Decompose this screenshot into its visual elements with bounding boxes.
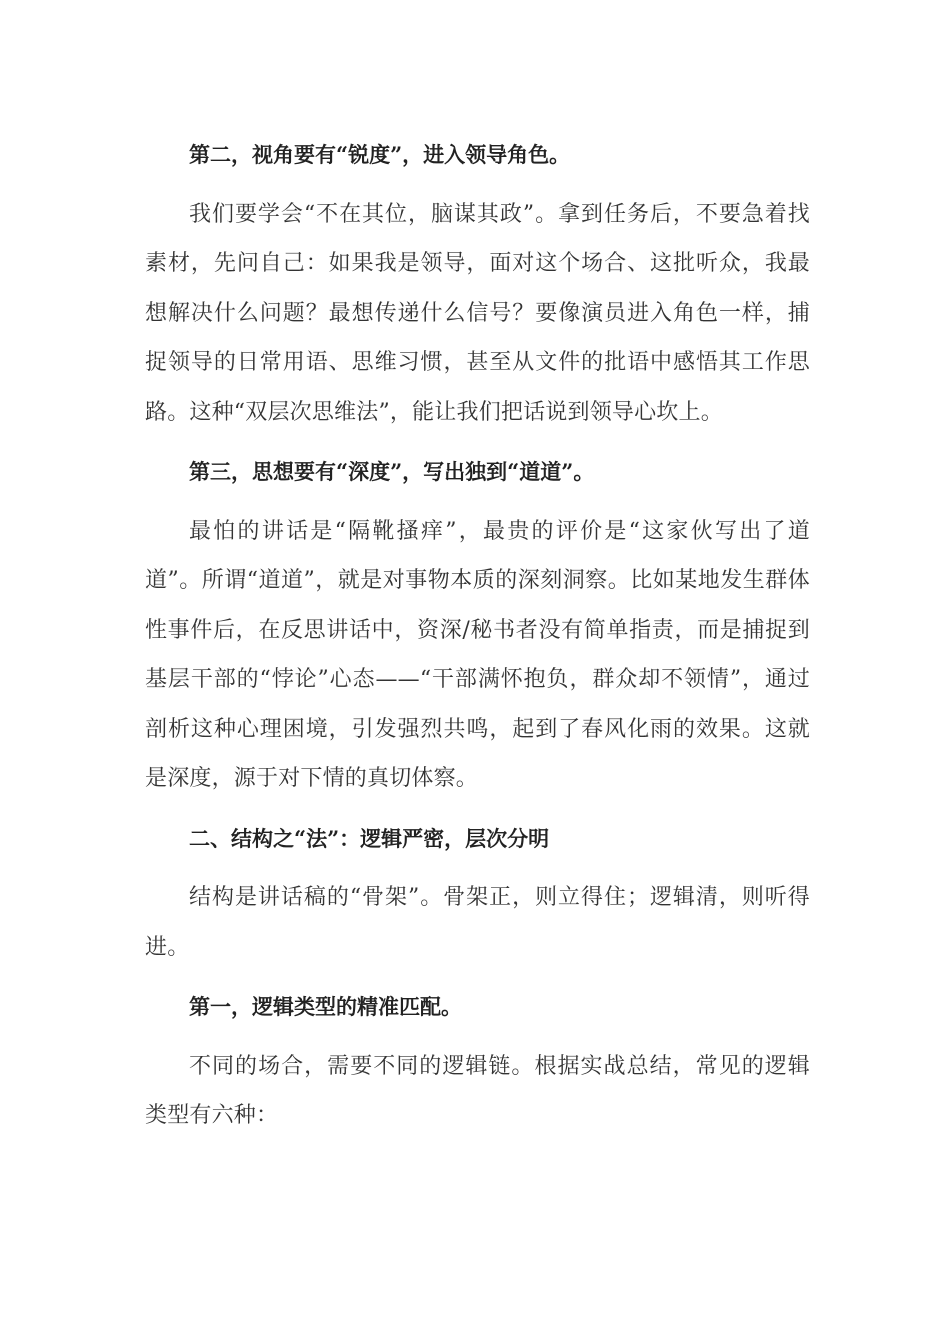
section-heading: 第一，逻辑类型的精准匹配。 bbox=[189, 994, 462, 1019]
body-paragraph: 结构是讲话稿的“骨架”。骨架正，则立得住；逻辑清，则听得进。 bbox=[145, 885, 810, 960]
spacer bbox=[145, 863, 810, 873]
spacer bbox=[145, 972, 810, 982]
spacer bbox=[145, 497, 810, 507]
spacer bbox=[145, 1032, 810, 1042]
document-body bbox=[145, 130, 810, 1141]
spacer bbox=[145, 804, 810, 814]
body-paragraph: 我们要学会“不在其位，脑谋其政”。拿到任务后，不要急着找素材，先问自己：如果我是领导，面对这个场合、这批听众，我最想解决什么问题？最想传递什么信号？要像演员进入角色一样，捕捉领导的日常用语、思维习惯，甚至从文件的批语中感悟其工作思路。这种“双层次思维法”，能让我们把话说到领导心坎上。 bbox=[145, 201, 810, 425]
section-heading: 第三，思想要有“深度”，写出独到“道道”。 bbox=[189, 459, 595, 484]
section-heading: 第二，视角要有“锐度”，进入领导角色。 bbox=[189, 142, 571, 167]
body-paragraph: 不同的场合，需要不同的逻辑链。根据实战总结，常见的逻辑类型有六种： bbox=[145, 1053, 810, 1128]
spacer bbox=[145, 437, 810, 447]
section-heading: 二、结构之“法”：逻辑严密，层次分明 bbox=[189, 825, 550, 851]
body-paragraph: 最怕的讲话是“隔靴搔痒”，最贵的评价是“这家伙写出了道道”。所谓“道道”，就是对事物本质的深刻洞察。比如某地发生群体性事件后，在反思讲话中，资深/秘书者没有简单指责，而是捕捉到基层干部的“悖论”心态——“干部满怀抱负，群众却不领情”，通过剖析这种心理困境，引发强烈共鸣，起到了春风化雨的效果。这就是深度，源于对下情的真切体察。 bbox=[145, 518, 810, 791]
spacer bbox=[145, 180, 810, 190]
